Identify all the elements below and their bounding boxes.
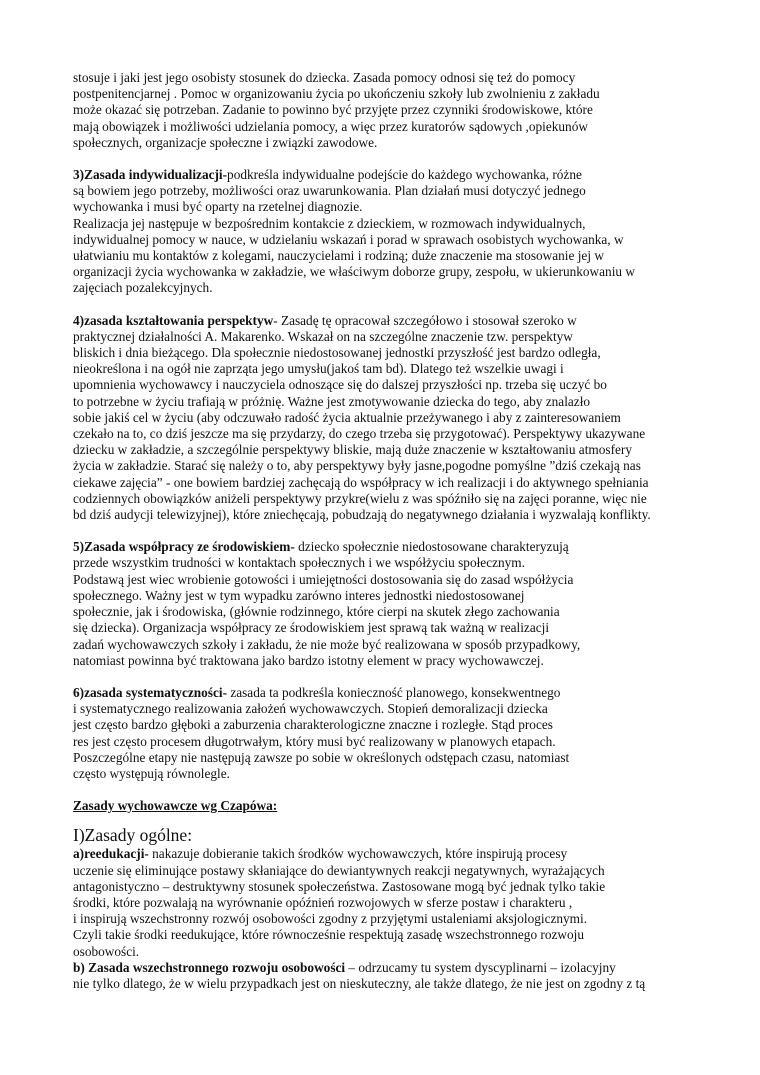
text-line: Podstawą jest wiec wrobienie gotowości i umiejętności dostosowania się do zasad współżycia [73,571,574,587]
text-line: bd dziś audycji telewizyjnej), które zniechęcają, pobudzają do negatywnego działania i wyzwalają konflikty. [73,507,651,523]
text-line: ułatwianiu mu kontaktów z kolegami, nauczycielami i rodziną; duże znaczenie ma stosowanie jej w [73,248,604,264]
text-line: przede wszystkim trudności w kontaktach społecznych i we współżyciu społecznym. [73,555,525,571]
paragraph-heading: 6)zasada systematyczności- [73,684,227,700]
principle-5-paragraph [73,539,685,669]
paragraph-first-line [73,960,685,976]
text-line: Czyli takie środki reedukujące, które równocześnie respektują zasadę wszechstronnego rozwoju [73,927,584,943]
principle-a-paragraph [73,846,685,959]
paragraph-first-line [73,846,685,862]
paragraph-text: podkreśla indywidualne podejście do każdego wychowanka, różne [227,167,582,183]
paragraph-text: - Zasadę tę opracował szczegółowo i stosował szeroko w [273,312,577,328]
paragraph-heading: a)reedukacji- [73,846,149,862]
paragraph-first-line [73,313,685,329]
text-line: Realizacja jej następuje w bezpośrednim kontakcie z dzieckiem, w rozmowach indywidualnych, [73,215,586,231]
intro-paragraph [73,70,685,151]
text-line: indywidualnej pomocy w nauce, w udzielaniu wskazań i porad w sprawach osobistych wychowanka, w [73,231,624,247]
principle-3-paragraph [73,167,685,297]
text-line: i systematycznego realizowania założeń wychowawczych. Stopień demoralizacji dziecka [73,701,548,717]
paragraph-first-line [73,167,685,183]
text-line: organizacji życia wychowanka w zakładzie, we właściwym doborze grupy, zespołu, w ukierunkowaniu w [73,264,635,280]
text-line: społecznego. Ważny jest w tym wypadku zarówno interes jednostki niedostosowanej [73,587,525,603]
principle-4-paragraph [73,313,685,524]
paragraph-heading: b) Zasada wszechstronnego rozwoju osobowości [73,959,346,975]
paragraph-text: nakazuje dobieranie takich środków wychowawczych, które inspirują procesy [148,846,568,862]
text-line: czekało na to, co dziś jeszcze ma się przydarzy, do czego trzeba się przygotować). Perspektywy ukazywane [73,426,646,442]
general-principles-heading: I)Zasady ogólne: [73,825,193,846]
text-line: sobie jakiś cel w życiu (aby odczuwało radość życia aktualnie przeżywanego i aby z zainteresowaniem [73,409,621,425]
text-line: jest często bardzo głęboki a zaburzenia charakterologiczne znaczne i rozległe. Stąd proces [73,717,553,733]
paragraph-heading: 4)zasada kształtowania perspektyw [73,312,274,328]
text-line: zajęciach pozalekcyjnych. [73,280,213,296]
paragraph-text: – odrzucamy tu system dyscyplinarni – izolacyjny [345,959,616,975]
text-line: zadań wychowawczych szkoły i zakładu, że nie może być realizowana w sposób przypadkowy, [73,636,581,652]
text-line: środki, które pozwalają na wyrównanie opóźnień rozwojowych w sferze postaw i charakteru , [73,894,573,910]
text-line: antagonistyczno – destruktywny stosunek społeczeństwa. Zastosowane mogą być jednak tylko takie [73,878,606,894]
text-line: osobowości. [73,943,140,959]
paragraph-text: zasada ta podkreśla konieczność planowego, konsekwentnego [227,684,561,700]
text-line: mają obowiązek i możliwości udzielania pomocy, a więc przez kuratorów sądowych ,opiekunów [73,118,588,134]
text-line: ciekawe zajęcia” - one bowiem bardziej zachęcają do współpracy w ich realizacji i do aktywnego spełniania [73,474,649,490]
principle-6-paragraph [73,685,685,782]
text-line: życia w zakładzie. Starać się należy o to, aby perspektywy były jasne,pogodne pomyślne ”dziś czekają nas [73,458,641,474]
paragraph-heading: 3)Zasada indywidualizacji- [73,167,228,183]
document-page [73,70,685,992]
paragraph-first-line [73,685,685,701]
text-line: codziennych obowiązków aniżeli perspektywy przykre(wielu z was spóźniło się na zajęci poranne, więc nie [73,490,647,506]
text-line: bliskich i dnia bieżącego. Dla społecznie niedostosowanej jednostki przyszłość jest bardzo odległa, [73,345,601,361]
text-line: są bowiem jego potrzeby, możliwości oraz uwarunkowania. Plan działań musi dotyczyć jednego [73,183,586,199]
text-line: społecznych, organizacje społeczne i związki zawodowe. [73,134,378,150]
text-line: może okazać się potrzeban. Zadanie to powinno być przyjęte przez czynniki środowiskowe, które [73,102,593,118]
text-line: często występują równolegle. [73,765,230,781]
text-line: dziecku w zakładzie, a szczególnie perspektywy bliskie, mają duże znaczenie w kształtowaniu atmosfery [73,442,632,458]
text-line: i inspirują wszechstronny rozwój osobowości zgodny z przyjętymi ustaleniami aksjologicznymi. [73,911,588,927]
text-line: wychowanka i musi być oparty na rzetelnej diagnozie. [73,199,363,215]
paragraph-first-line [73,539,685,555]
text-line: postpenitencjarnej . Pomoc w organizowaniu życia po ukończeniu szkoły lub zwolnieniu z zakładu [73,86,600,102]
text-line: się dziecka). Organizacja współpracy ze środowiskiem jest sprawą tak ważną w realizacji [73,620,550,636]
text-line: res jest często procesem długotrwałym, który musi być realizowany w planowych etapach. [73,733,556,749]
text-line: upomnienia wychowawcy i nauczyciela odnoszące się do dalszej przyszłości np. trzeba się uczyć bo [73,377,607,393]
text-line: natomiast powinna być traktowana jako bardzo istotny element w pracy wychowawczej. [73,652,544,668]
text-line: nie tylko dlatego, że w wielu przypadkach jest on nieskuteczny, ale także dlatego, że nie jest on zgodny z tą [73,975,646,991]
text-line: stosuje i jaki jest jego osobisty stosunek do dziecka. Zasada pomocy odnosi się też do pomocy [73,70,576,85]
paragraph-heading: 5)Zasada współpracy ze środowiskiem- [73,539,295,555]
text-line: Poszczególne etapy nie następują zawsze po sobie w określonych odstępach czasu, natomiast [73,749,570,765]
principle-b-paragraph [73,960,685,992]
text-line: społecznie, jak i środowiska, (głównie rodzinnego, które cierpi na skutek złego zachowania [73,604,560,620]
text-line: praktycznej działalności A. Makarenko. Wskazał on na szczególne znaczenie tzw. perspektyw [73,328,573,344]
section-title: Zasady wychowawcze wg Czapówa: [73,798,278,814]
text-line: to potrzebne w życiu trafiają w próżnię. Ważne jest zmotywowanie dziecka do tego, aby znalazło [73,393,591,409]
text-line: uczenie się eliminujące postawy skłaniające do dewiantywnych reakcji negatywnych, wyrażających [73,862,605,878]
text-line: nieokreślona i na ogół nie zaprząta jego umysłu(jakoś tam bd). Dlatego też wszelkie uwagi i [73,361,564,377]
paragraph-text: dziecko społecznie niedostosowane charakteryzują [294,539,569,555]
